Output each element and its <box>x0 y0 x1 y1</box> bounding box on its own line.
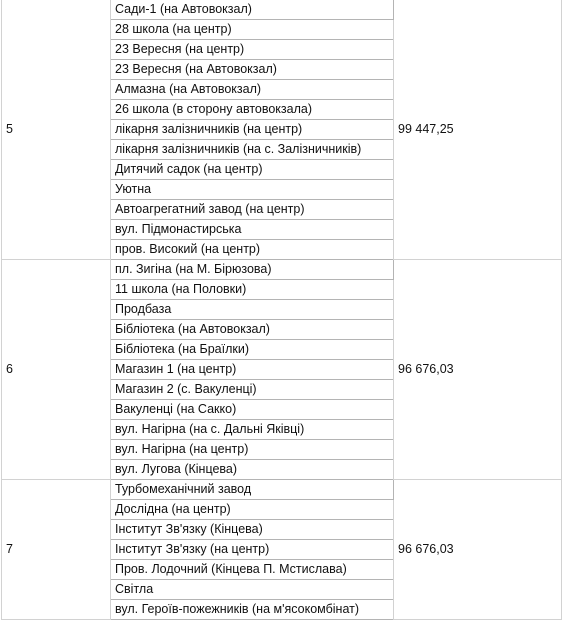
table-body <box>2 0 562 620</box>
stop-name-cell: Дослідна (на центр) <box>111 500 394 520</box>
stop-name-cell: Турбомеханічний завод <box>111 480 394 500</box>
stop-name-cell: 11 школа (на Половки) <box>111 280 394 300</box>
stop-name-cell: Вакуленці (на Сакко) <box>111 400 394 420</box>
amount-cell: 96 676,03 <box>394 480 562 620</box>
stop-name-cell: Інститут Зв'язку (на центр) <box>111 540 394 560</box>
stop-name-cell: 28 школа (на центр) <box>111 20 394 40</box>
stop-name-cell: Продбаза <box>111 300 394 320</box>
stop-name-cell: Світла <box>111 580 394 600</box>
stop-name-cell: пл. Зигіна (на М. Бірюзова) <box>111 260 394 280</box>
stop-name-cell: вул. Героїв-пожежників (на м'ясокомбінат) <box>111 600 394 620</box>
stop-name-cell: Бібліотека (на Автовокзал) <box>111 320 394 340</box>
stop-name-cell: 26 школа (в сторону автовокзала) <box>111 100 394 120</box>
stop-name-cell: вул. Нагірна (на с. Дальні Яківці) <box>111 420 394 440</box>
stop-name-cell: Алмазна (на Автовокзал) <box>111 80 394 100</box>
stop-name-cell: вул. Нагірна (на центр) <box>111 440 394 460</box>
table-row <box>2 480 562 500</box>
bus-stops-table <box>1 0 562 620</box>
stop-name-cell: Пров. Лодочний (Кінцева П. Мстислава) <box>111 560 394 580</box>
stop-name-cell: лікарня залізничників (на с. Залізничників) <box>111 140 394 160</box>
amount-cell: 96 676,03 <box>394 260 562 480</box>
stop-name-cell: вул. Підмонастирська <box>111 220 394 240</box>
lot-number-cell: 7 <box>2 480 111 620</box>
amount-cell: 99 447,25 <box>394 0 562 260</box>
stop-name-cell: Магазин 1 (на центр) <box>111 360 394 380</box>
stop-name-cell: Магазин 2 (с. Вакуленці) <box>111 380 394 400</box>
stop-name-cell: лікарня залізничників (на центр) <box>111 120 394 140</box>
table-row <box>2 260 562 280</box>
stop-name-cell: пров. Високий (на центр) <box>111 240 394 260</box>
stop-name-cell: 23 Вересня (на центр) <box>111 40 394 60</box>
stop-name-cell: Бібліотека (на Браїлки) <box>111 340 394 360</box>
stop-name-cell: вул. Лугова (Кінцева) <box>111 460 394 480</box>
lot-number-cell: 6 <box>2 260 111 480</box>
stop-name-cell: Уютна <box>111 180 394 200</box>
lot-number-cell: 5 <box>2 0 111 260</box>
stop-name-cell: 23 Вересня (на Автовокзал) <box>111 60 394 80</box>
stop-name-cell: Інститут Зв'язку (Кінцева) <box>111 520 394 540</box>
table-row <box>2 0 562 20</box>
stop-name-cell: Автоагрегатний завод (на центр) <box>111 200 394 220</box>
stop-name-cell: Сади-1 (на Автовокзал) <box>111 0 394 20</box>
stop-name-cell: Дитячий садок (на центр) <box>111 160 394 180</box>
